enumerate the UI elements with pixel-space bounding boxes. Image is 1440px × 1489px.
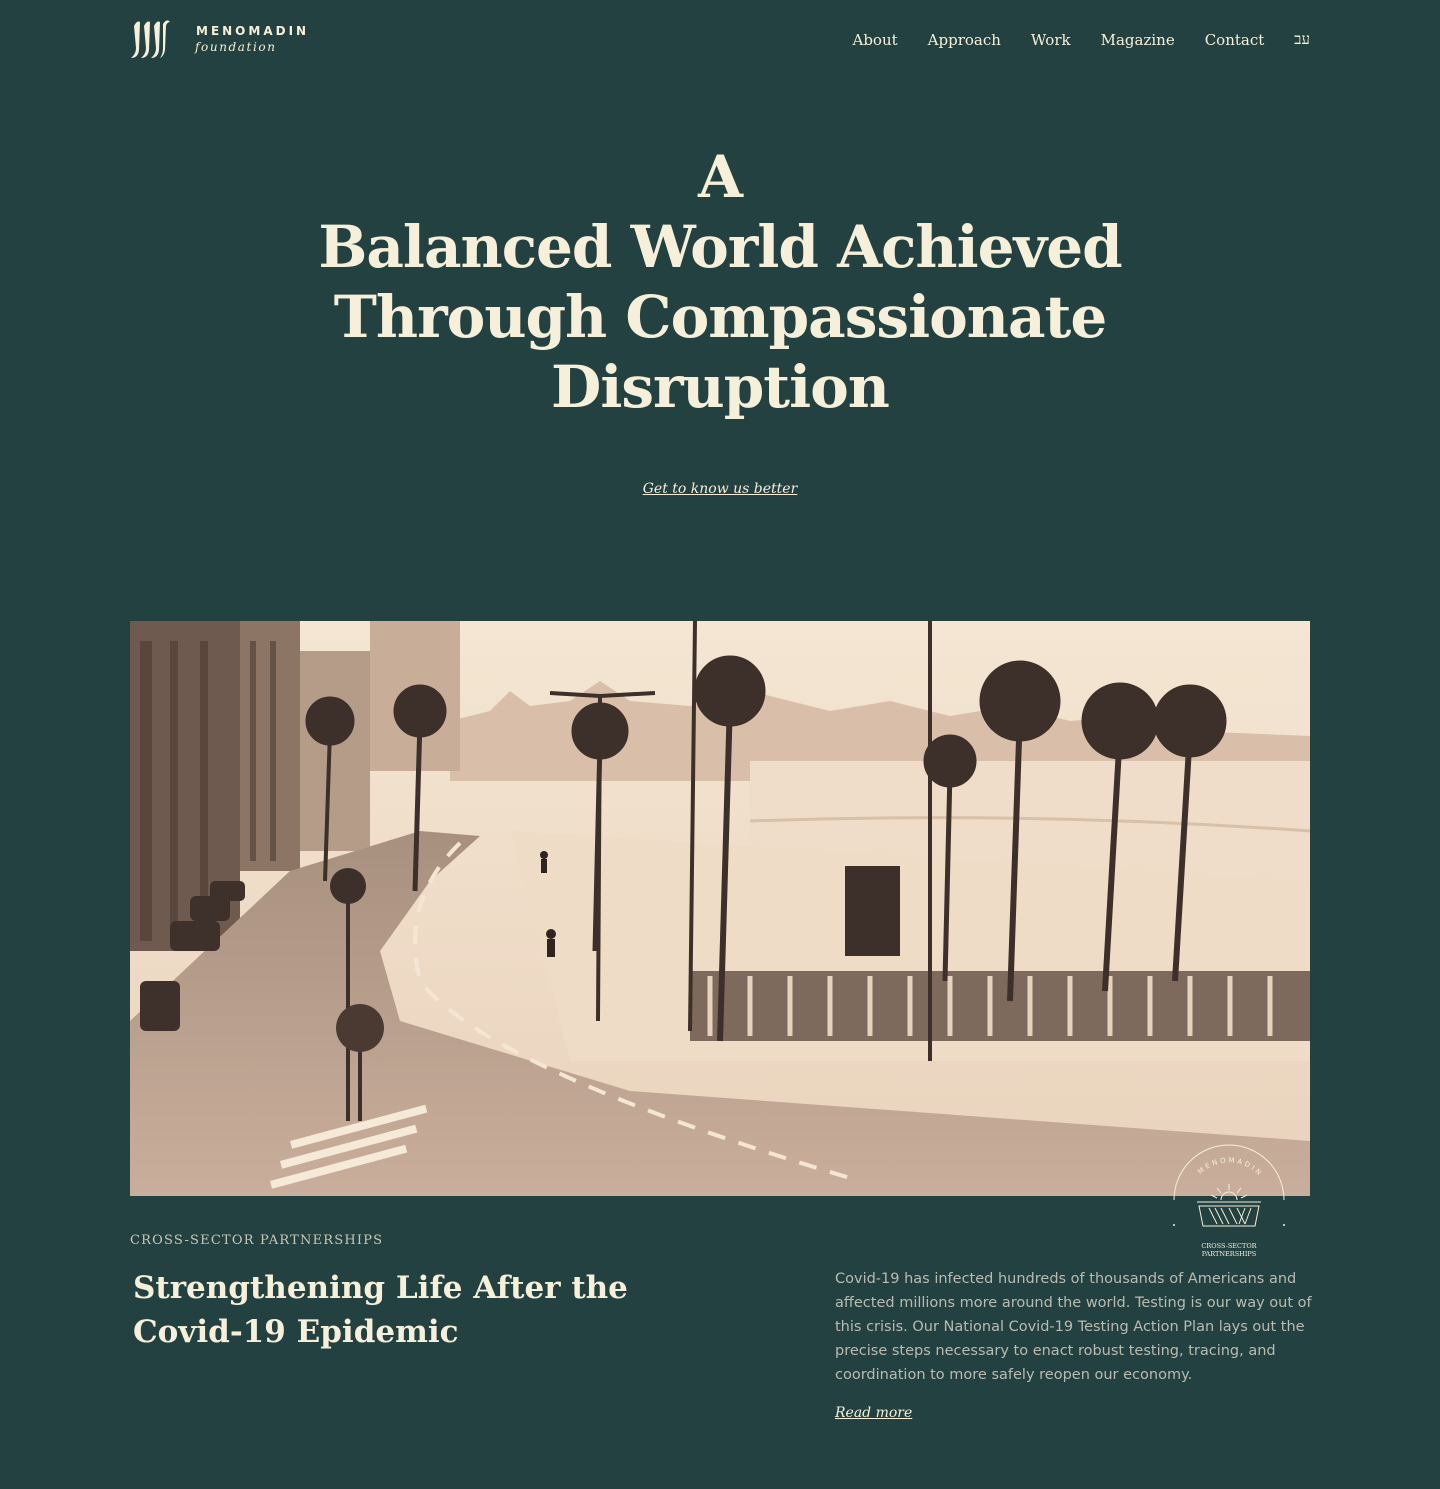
logo-mark-icon — [130, 18, 170, 60]
badge-line2: PARTNERSHIPS — [1201, 1250, 1257, 1258]
hero-title-line: Through Compassionate — [333, 283, 1107, 351]
cross-sector-partnerships-badge-icon — [1169, 1142, 1289, 1262]
nav-approach[interactable]: Approach — [927, 30, 1001, 49]
hero-title-line: A — [697, 143, 742, 211]
nav-language-hebrew[interactable]: עב — [1294, 30, 1310, 48]
badge-line1: CROSS-SECTOR — [1201, 1242, 1257, 1250]
get-to-know-us-link[interactable]: Get to know us better — [642, 481, 798, 497]
hero-title-line: Balanced World Achieved — [318, 213, 1122, 281]
brand-name: MENOMADIN — [196, 24, 310, 38]
brand-sub: foundation — [195, 40, 277, 54]
logo-link[interactable] — [130, 18, 309, 60]
nav-work[interactable]: Work — [1030, 30, 1071, 49]
article-excerpt: Covid-19 has infected hundreds of thousands of Americans and affected millions more around the world. Testing is our way out of this crisis. Our National Covid-19 Testing Action Plan lays out the precise steps necessary to enact robust testing, tracing, and coordination to more safely reopen our economy. — [835, 1271, 1312, 1383]
article-category: CROSS-SECTOR PARTNERSHIPS — [130, 1233, 384, 1248]
svg-text:MENOMADIN — [1196, 1156, 1264, 1178]
nav-contact[interactable]: Contact — [1204, 30, 1265, 49]
featured-image[interactable] — [130, 621, 1310, 1196]
nav-magazine[interactable]: Magazine — [1100, 30, 1175, 49]
street-scene-image — [130, 621, 1310, 1196]
hero-title — [0, 142, 1440, 422]
nav-about[interactable]: About — [852, 30, 898, 49]
hero-title-line: Disruption — [551, 353, 889, 421]
logo-text — [196, 25, 309, 53]
article-title[interactable]: Strengthening Life After the Covid-19 Epidemic — [133, 1270, 628, 1350]
read-more-link[interactable]: Read more — [835, 1405, 913, 1421]
main-nav — [853, 30, 1311, 49]
badge-top-text: MENOMADIN — [1196, 1156, 1265, 1179]
